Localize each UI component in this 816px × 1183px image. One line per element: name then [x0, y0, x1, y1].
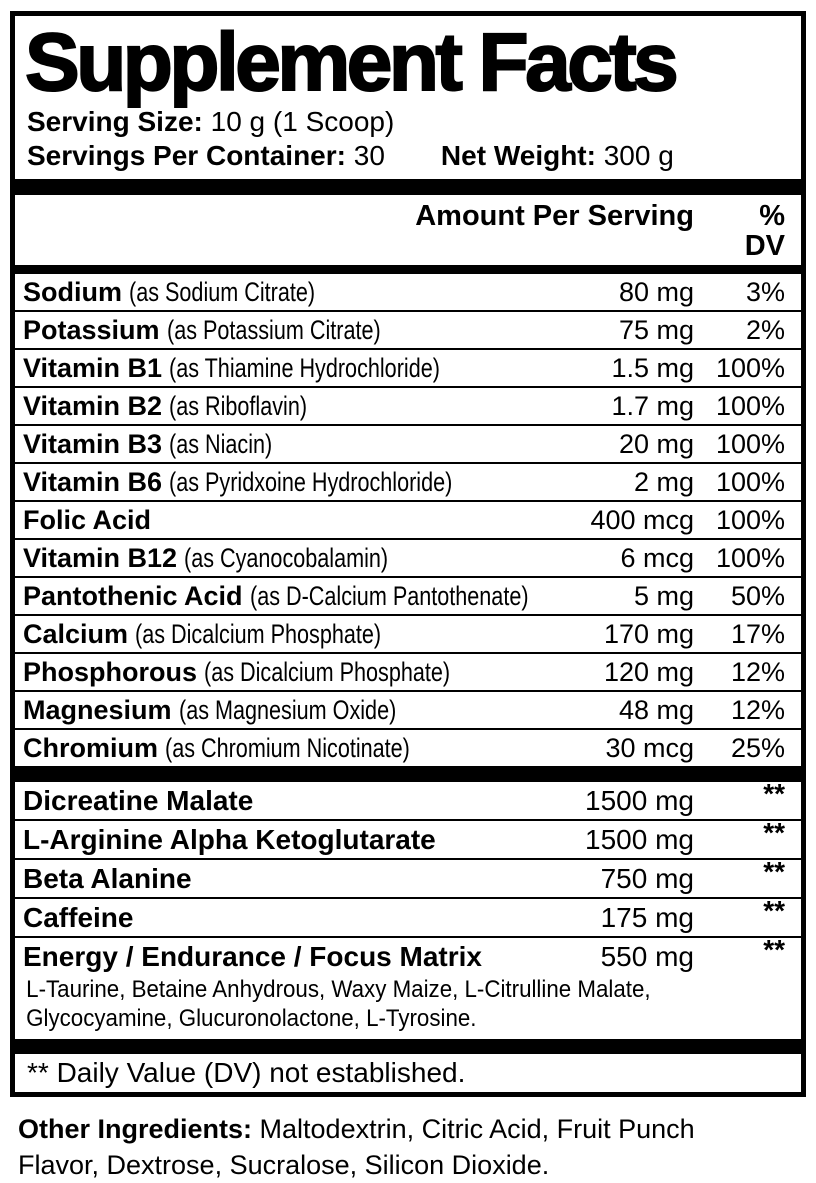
nutrient-row	[15, 728, 801, 766]
blend-dv: **	[763, 934, 785, 965]
nutrient-name-cell	[23, 544, 620, 572]
nutrient-name-cell	[23, 620, 604, 648]
nutrient-row	[15, 576, 801, 614]
nutrient-name-cell	[23, 506, 590, 534]
nutrient-amount: 2 mg	[633, 467, 694, 497]
amount-per-serving-header: Amount Per Serving	[415, 200, 694, 232]
blend-description: L-Taurine, Betaine Anhydrous, Waxy Maize, L-Citrulline Malate, Glycocyamine, Glucuronolactone, L-Tyrosine.	[26, 976, 651, 1032]
nutrient-table-body	[15, 274, 801, 766]
nutrient-dv: 2%	[745, 315, 785, 345]
serving-size-value: 10 g (1 Scoop)	[202, 106, 395, 137]
supplement-facts-label	[10, 11, 806, 1097]
blend-amount: 1500 mg	[585, 824, 694, 855]
nutrient-dv: 100%	[715, 391, 785, 421]
nutrient-name-cell	[23, 696, 619, 724]
label-title: Supplement Facts	[25, 17, 676, 108]
nutrient-name: Potassium	[23, 315, 160, 345]
nutrient-name: Calcium	[23, 619, 129, 649]
serving-size-line	[27, 105, 789, 139]
blend-rowwrap	[15, 858, 801, 897]
divider-thick-middle	[15, 766, 801, 782]
blend-dv: **	[763, 895, 785, 926]
nutrient-source: (as Niacin)	[169, 429, 273, 459]
nutrient-name-cell	[23, 392, 611, 420]
nutrient-row	[15, 424, 801, 462]
divider-below-header	[15, 265, 801, 274]
nutrient-amount: 6 mcg	[620, 543, 694, 573]
nutrient-dv: 100%	[715, 429, 785, 459]
net-weight-label: Net Weight:	[440, 140, 596, 171]
blend-amount: 750 mg	[600, 863, 694, 894]
nutrient-name: Vitamin B1	[23, 353, 163, 383]
blend-rowwrap	[15, 819, 801, 858]
nutrient-amount: 1.7 mg	[611, 391, 694, 421]
nutrient-name: Pantothenic Acid	[23, 581, 243, 611]
serving-info	[15, 103, 801, 179]
nutrient-name-cell	[23, 468, 634, 496]
nutrient-row	[15, 274, 801, 310]
nutrient-name: Folic Acid	[23, 505, 152, 535]
blend-amount: 1500 mg	[585, 785, 694, 816]
net-weight-value: 300 g	[595, 140, 674, 171]
nutrient-dv: 3%	[745, 277, 785, 307]
nutrient-source: (as Pyridxoine Hydrochloride)	[169, 467, 453, 497]
nutrient-name: Vitamin B6	[23, 467, 163, 497]
percent-dv-header: % DV	[744, 200, 785, 262]
nutrient-row	[15, 348, 801, 386]
nutrient-dv: 100%	[715, 543, 785, 573]
nutrient-name-cell	[23, 734, 605, 762]
nutrient-source: (as Thiamine Hydrochloride)	[169, 353, 440, 383]
blend-name-cell	[23, 786, 585, 816]
blend-name: Dicreatine Malate	[23, 785, 254, 816]
table-column-header	[15, 195, 801, 265]
nutrient-amount: 20 mg	[618, 429, 694, 459]
nutrient-row	[15, 500, 801, 538]
blend-name-cell	[23, 942, 601, 972]
servings-per-container-label: Servings Per Container:	[27, 140, 346, 171]
nutrient-source: (as Potassium Citrate)	[166, 315, 381, 345]
nutrient-source: (as Dicalcium Phosphate)	[135, 619, 382, 649]
nutrient-amount: 80 mg	[618, 277, 694, 307]
nutrient-source: (as Cyanocobalamin)	[184, 543, 389, 573]
other-ingredients	[18, 1111, 774, 1183]
nutrient-amount: 400 mcg	[590, 505, 694, 535]
nutrient-source: (as Riboflavin)	[169, 391, 308, 421]
divider-thick-top	[15, 179, 801, 195]
blend-dv: **	[763, 856, 785, 887]
blend-row	[15, 856, 801, 897]
nutrient-row	[15, 462, 801, 500]
blend-amount: 175 mg	[600, 902, 694, 933]
nutrient-dv: 100%	[715, 467, 785, 497]
nutrient-name-cell	[23, 582, 634, 610]
nutrient-name-cell	[23, 658, 604, 686]
nutrient-dv: 12%	[730, 657, 785, 687]
blend-name: Energy / Endurance / Focus Matrix	[23, 941, 483, 972]
nutrient-source: (as Sodium Citrate)	[129, 277, 316, 307]
blend-dv: **	[763, 817, 785, 848]
nutrient-amount: 1.5 mg	[611, 353, 694, 383]
nutrient-amount: 170 mg	[603, 619, 694, 649]
blend-name: Beta Alanine	[23, 863, 192, 894]
nutrient-amount: 120 mg	[603, 657, 694, 687]
blend-name-cell	[23, 903, 601, 933]
divider-thick-bottom	[15, 1039, 801, 1054]
nutrient-row	[15, 386, 801, 424]
blend-name: L-Arginine Alpha Ketoglutarate	[23, 824, 436, 855]
blend-row	[15, 934, 801, 975]
nutrient-name: Vitamin B2	[23, 391, 163, 421]
dv-footnote: ** Daily Value (DV) not established.	[27, 1057, 466, 1088]
nutrient-name-cell	[23, 278, 619, 306]
blend-name: Caffeine	[23, 902, 134, 933]
nutrient-amount: 30 mcg	[605, 733, 694, 763]
nutrient-dv: 25%	[730, 733, 785, 763]
nutrient-dv: 100%	[715, 353, 785, 383]
nutrient-amount: 48 mg	[618, 695, 694, 725]
other-ingredients-label: Other Ingredients:	[18, 1114, 253, 1144]
nutrient-name-cell	[23, 430, 619, 458]
nutrient-row	[15, 538, 801, 576]
other-ingredients-value: Maltodextrin, Citric Acid, Fruit Punch Flavor, Dextrose, Sucralose, Silicon Dioxide.	[18, 1114, 695, 1180]
blend-row	[15, 817, 801, 858]
blend-amount: 550 mg	[600, 941, 694, 972]
container-netweight-line	[27, 139, 789, 173]
nutrient-amount: 5 mg	[633, 581, 694, 611]
nutrient-name-cell	[23, 354, 611, 382]
nutrient-name: Phosphorous	[23, 657, 197, 687]
nutrient-source: (as Dicalcium Phosphate)	[204, 657, 451, 687]
blend-rowwrap	[15, 936, 801, 1039]
nutrient-source: (as D-Calcium Pantothenate)	[249, 581, 529, 611]
nutrient-amount: 75 mg	[618, 315, 694, 345]
nutrient-dv: 12%	[730, 695, 785, 725]
nutrient-dv: 17%	[730, 619, 785, 649]
blend-rowwrap	[15, 897, 801, 936]
nutrient-name: Chromium	[23, 733, 158, 763]
net-weight	[441, 139, 674, 173]
blend-name-cell	[23, 864, 601, 894]
nutrient-row	[15, 690, 801, 728]
nutrient-row	[15, 310, 801, 348]
serving-size-label: Serving Size:	[27, 106, 203, 137]
blend-dv: **	[763, 778, 785, 809]
nutrient-row	[15, 614, 801, 652]
blend-row	[15, 895, 801, 936]
nutrient-name: Vitamin B12	[23, 543, 178, 573]
nutrient-row	[15, 652, 801, 690]
nutrient-name-cell	[23, 316, 619, 344]
nutrient-source: (as Chromium Nicotinate)	[165, 733, 410, 763]
nutrient-name: Sodium	[23, 277, 122, 307]
blend-table-body	[15, 778, 801, 1039]
blend-row	[15, 778, 801, 819]
servings-per-container-value: 30	[345, 140, 385, 171]
blend-name-cell	[23, 825, 585, 855]
blend-rowwrap	[15, 778, 801, 819]
servings-per-container	[27, 139, 385, 173]
nutrient-dv: 100%	[715, 505, 785, 535]
nutrient-source: (as Magnesium Oxide)	[178, 695, 396, 725]
nutrient-name: Vitamin B3	[23, 429, 163, 459]
nutrient-name: Magnesium	[23, 695, 172, 725]
nutrient-dv: 50%	[730, 581, 785, 611]
